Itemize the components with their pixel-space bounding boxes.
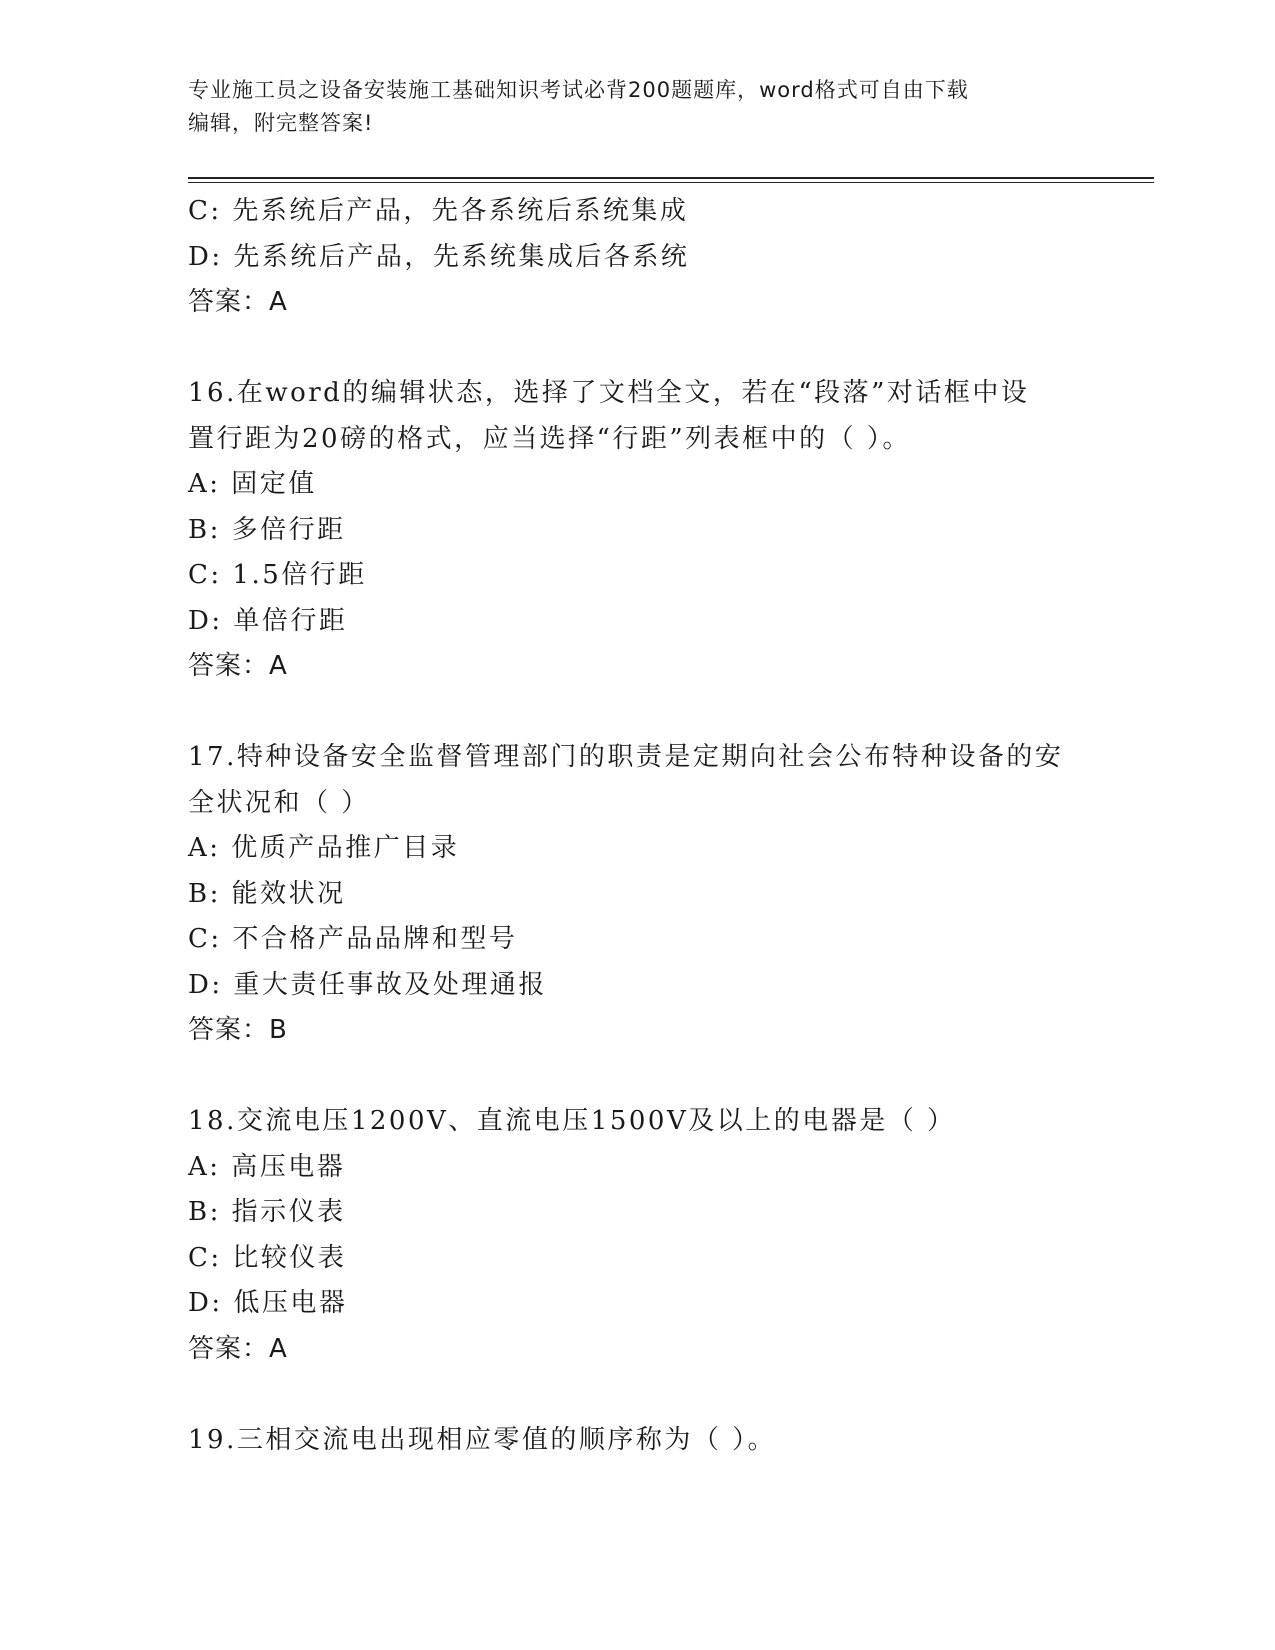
question-17: [188, 735, 1088, 1054]
question-stem-line-1: 19.三相交流电出现相应零值的顺序称为（ ）。: [188, 1424, 777, 1455]
option-b: B: 能效状况: [188, 878, 346, 909]
question-stem-line-2: 置行距为20磅的格式，应当选择“行距”列表框中的（ ）。: [188, 423, 911, 454]
option-a: A: 优质产品推广目录: [188, 833, 460, 863]
question-16: [188, 371, 1088, 690]
option-b: B: 指示仪表: [188, 1197, 346, 1227]
question-18: [188, 1099, 1088, 1372]
option-c: C: 先系统后产品，先各系统后系统集成: [188, 196, 689, 226]
answer-line: 答案：A: [188, 651, 288, 681]
question-stem-line-1: 17.特种设备安全监督管理部门的职责是定期向社会公布特种设备的安: [188, 742, 1064, 772]
question-15-tail: [188, 189, 1088, 326]
option-d: D: 低压电器: [188, 1288, 348, 1318]
option-c: C: 不合格产品品牌和型号: [188, 924, 518, 954]
header-title-line-1: 专业施工员之设备安装施工基础知识考试必背200题题库，word格式可自由下载: [188, 78, 969, 102]
answer-line: 答案：A: [188, 1333, 288, 1364]
option-d: D: 先系统后产品，先系统集成后各系统: [188, 241, 690, 272]
option-d: D: 重大责任事故及处理通报: [188, 969, 547, 1000]
question-spacer: [188, 326, 1088, 372]
option-d: D: 单倍行距: [188, 605, 348, 636]
header-divider-thin: [188, 182, 1154, 183]
header-title-line-2: 编辑，附完整答案!: [188, 111, 374, 135]
option-a: A: 高压电器: [188, 1151, 346, 1182]
answer-line: 答案：A: [188, 287, 288, 317]
question-stem-line-1: 18.交流电压1200V、直流电压1500V及以上的电器是（ ）: [188, 1106, 956, 1136]
document-header: [188, 74, 1068, 140]
option-a: A: 固定值: [188, 469, 317, 499]
question-stem-line-2: 全状况和（ ）: [188, 787, 370, 818]
question-spacer: [188, 690, 1088, 736]
header-divider-thick: [188, 177, 1154, 179]
option-c: C: 1.5倍行距: [188, 560, 367, 590]
option-c: C: 比较仪表: [188, 1242, 347, 1273]
answer-line: 答案：B: [188, 1015, 288, 1045]
question-spacer: [188, 1054, 1088, 1100]
question-list: [188, 189, 1088, 1463]
question-spacer: [188, 1372, 1088, 1418]
question-stem-line-1: 16.在word的编辑状态，选择了文档全文，若在“段落”对话框中设: [188, 378, 1030, 408]
question-19: [188, 1418, 1088, 1464]
option-b: B: 多倍行距: [188, 514, 346, 545]
